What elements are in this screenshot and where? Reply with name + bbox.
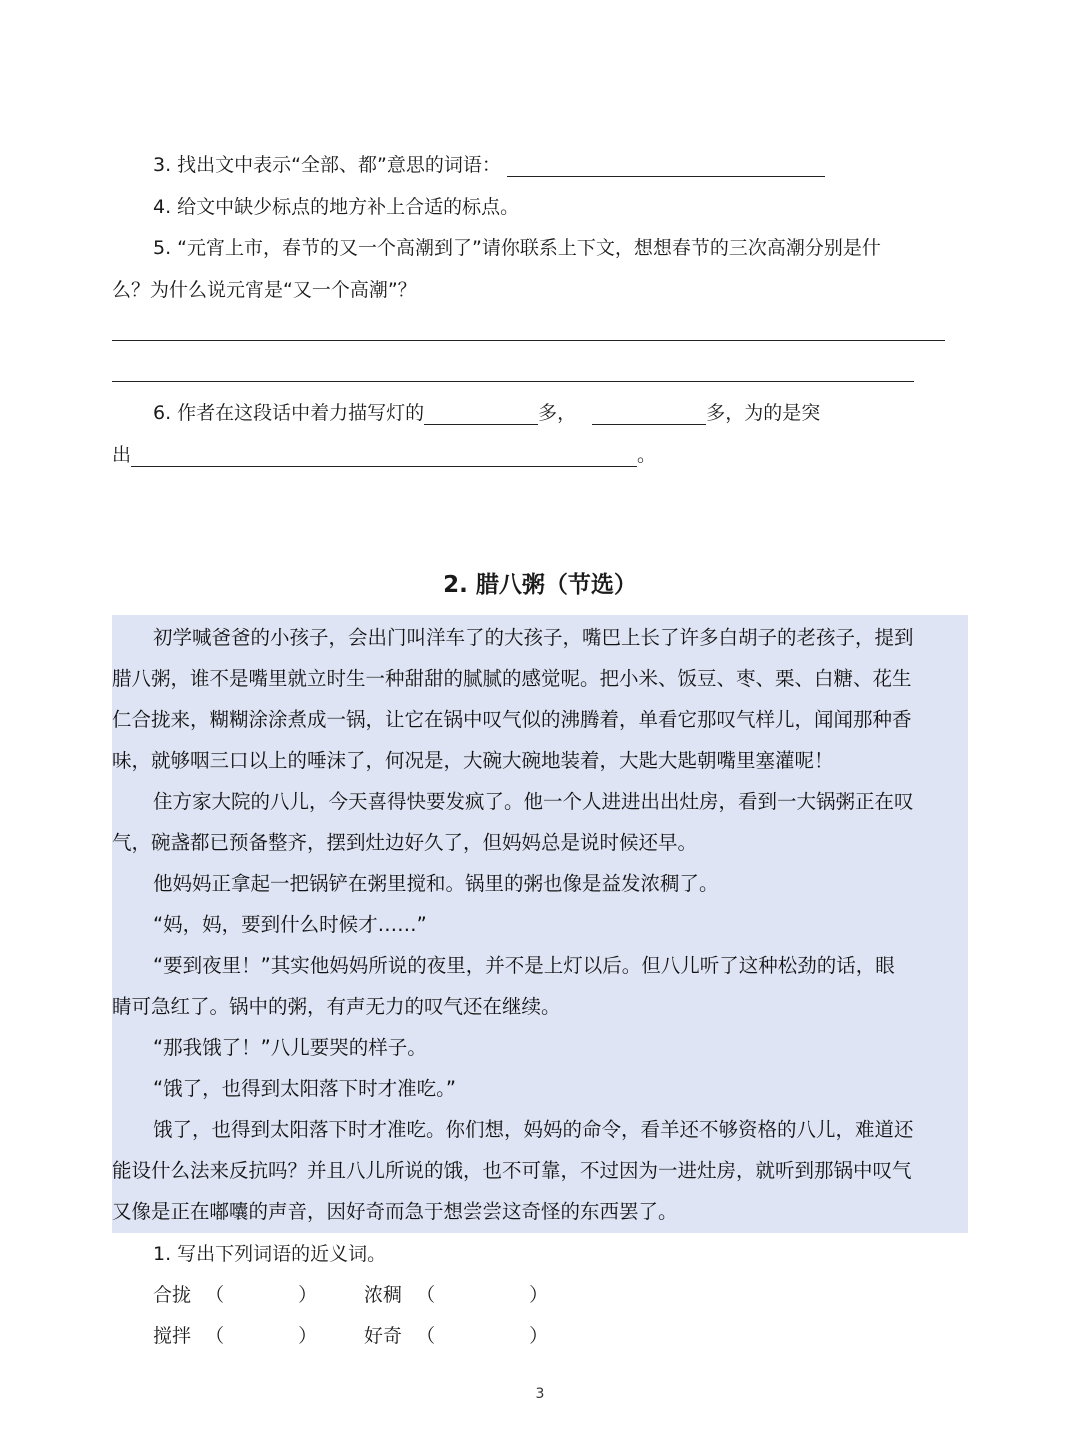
answer-line-q5-2[interactable] <box>112 381 914 382</box>
synonym-item-4 <box>364 1324 548 1348</box>
answer-line-q5-1[interactable] <box>112 340 945 341</box>
synonym-item-1 <box>153 1283 317 1307</box>
question-6-text-e: 。 <box>637 444 657 466</box>
close-paren: ） <box>298 1284 318 1306</box>
passage-line: “要到夜里！”其实他妈妈所说的夜里，并不是上灯以后。但八儿听了这种松劲的话，眼 <box>153 954 895 977</box>
synonym-word: 合拢 <box>153 1284 192 1306</box>
question-3 <box>153 153 825 177</box>
passage-line: 睛可急红了。锅中的粥，有声无力的叹气还在继续。 <box>112 995 561 1018</box>
passage-line: “那我饿了！”八儿要哭的样子。 <box>153 1036 427 1059</box>
passage-line: 又像是正在嘟囔的声音，因好奇而急于想尝尝这奇怪的东西罢了。 <box>112 1200 678 1223</box>
passage-line: 初学喊爸爸的小孩子，会出门叫洋车了的大孩子，嘴巴上长了许多白胡子的老孩子，提到 <box>153 626 914 649</box>
question-5-line-2: 么？为什么说元宵是“又一个高潮”？ <box>112 279 417 301</box>
open-paren: （ <box>205 1284 225 1306</box>
question-3-text: 3. 找出文中表示“全部、都”意思的词语： <box>153 154 501 176</box>
synonym-item-2 <box>364 1283 548 1307</box>
passage-line: 他妈妈正拿起一把锅铲在粥里搅和。锅里的粥也像是益发浓稠了。 <box>153 872 719 895</box>
passage-line: 饿了，也得到太阳落下时才准吃。你们想，妈妈的命令，看羊还不够资格的八儿，难道还 <box>153 1118 914 1141</box>
synonym-item-3 <box>153 1324 317 1348</box>
synonym-word: 浓稠 <box>364 1284 403 1306</box>
close-paren: ） <box>529 1284 549 1306</box>
close-paren: ） <box>529 1325 549 1347</box>
page-number: 3 <box>535 1386 545 1402</box>
question-4: 4. 给文中缺少标点的地方补上合适的标点。 <box>153 196 520 218</box>
passage-line: 气，碗盏都已预备整齐，摆到灶边好久了，但妈妈总是说时候还早。 <box>112 831 698 854</box>
passage-line: 腊八粥，谁不是嘴里就立时生一种甜甜的腻腻的感觉呢。把小米、饭豆、枣、栗、白糖、花生 <box>112 667 912 690</box>
question-6-text-c: 多，为的是突 <box>706 402 821 424</box>
question-5-line-1: 5. “元宵上市，春节的又一个高潮到了”请你联系上下文，想想春节的三次高潮分别是什 <box>153 237 881 259</box>
question-1: 1. 写出下列词语的近义词。 <box>153 1243 387 1265</box>
passage-line: 味，就够咽三口以上的唾沫了，何况是，大碗大碗地装着，大匙大匙朝嘴里塞灌呢！ <box>112 749 834 772</box>
question-6-text-b: 多， <box>538 402 577 424</box>
answer-blank-q3[interactable] <box>507 156 825 177</box>
answer-blank-q6-1[interactable] <box>424 404 538 425</box>
passage-line: “饿了，也得到太阳落下时才准吃。” <box>153 1077 456 1100</box>
answer-blank-q6-2[interactable] <box>592 404 706 425</box>
question-6-text-a: 6. 作者在这段话中着力描写灯的 <box>153 402 425 424</box>
passage-line: 仁合拢来，糊糊涂涂煮成一锅，让它在锅中叹气似的沸腾着，单看它那叹气样儿，闻闻那种香 <box>112 708 912 731</box>
question-6-text-d: 出 <box>112 444 132 466</box>
synonym-word: 搅拌 <box>153 1325 192 1347</box>
open-paren: （ <box>416 1325 436 1347</box>
close-paren: ） <box>298 1325 318 1347</box>
question-6-line-2 <box>112 443 656 467</box>
section-title: 2. 腊八粥（节选） <box>443 572 637 598</box>
passage-line: “妈，妈，要到什么时候才……” <box>153 913 427 936</box>
answer-blank-q6-3[interactable] <box>131 446 637 467</box>
passage-line: 住方家大院的八儿，今天喜得快要发疯了。他一个人进进出出灶房，看到一大锅粥正在叹 <box>153 790 914 813</box>
open-paren: （ <box>205 1325 225 1347</box>
question-6-line-1 <box>153 401 820 425</box>
passage-line: 能设什么法来反抗吗？并且八儿所说的饿，也不可靠，不过因为一进灶房，就听到那锅中叹气 <box>112 1159 912 1182</box>
open-paren: （ <box>416 1284 436 1306</box>
synonym-word: 好奇 <box>364 1325 403 1347</box>
